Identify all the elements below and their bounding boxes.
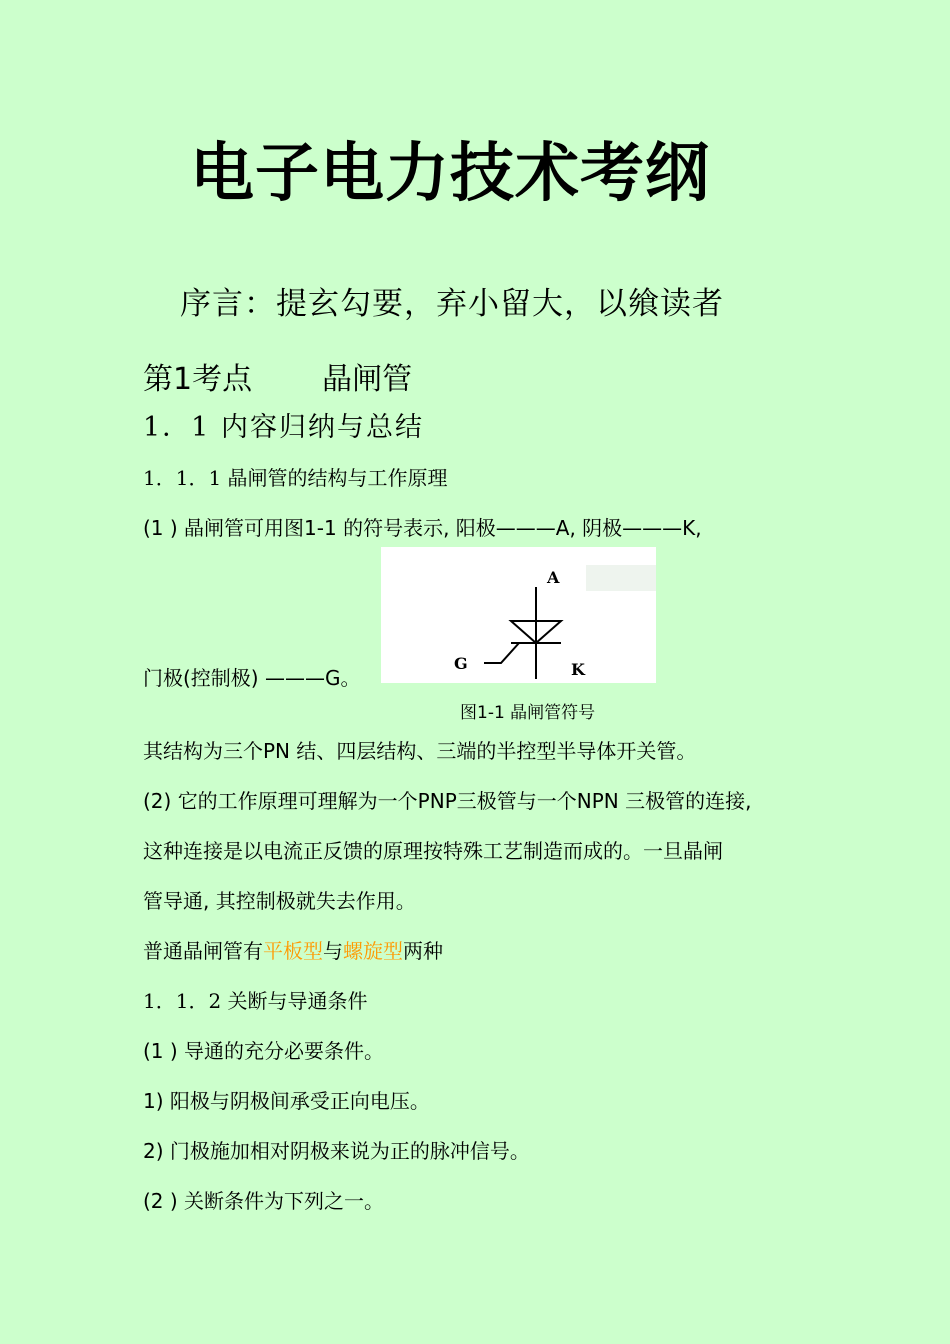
cathode-label: K [571, 660, 585, 679]
paragraph-line: (1 ) 导通的充分必要条件。 [143, 1039, 385, 1063]
paragraph-line: (1 ) 晶闸管可用图1-1 的符号表示, 阳极———A, 阴极———K, [143, 516, 702, 540]
figure-caption: 图1-1 晶闸管符号 [460, 703, 596, 723]
chapter-topic: 晶闸管 [322, 362, 413, 397]
text-span: 普通晶闸管有 [143, 939, 263, 963]
paragraph-line: 这种连接是以电流正反馈的原理按特殊工艺制造而成的。一旦晶闸 [143, 839, 723, 863]
preface: 序言：提玄勾要，弃小留大，以飨读者 [180, 286, 724, 322]
section-heading: 1．1 内容归纳与总结 [143, 412, 424, 443]
paragraph-line: 1) 阳极与阴极间承受正向电压。 [143, 1089, 430, 1113]
thyristor-symbol-icon [381, 547, 656, 683]
paragraph-line: 2) 门极施加相对阴极来说为正的脉冲信号。 [143, 1139, 530, 1163]
chapter-label: 第1考点 [143, 362, 253, 397]
paragraph-line: (2 ) 关断条件为下列之一。 [143, 1189, 385, 1213]
highlight-screw-type: 螺旋型 [343, 939, 403, 963]
chapter-heading [143, 354, 412, 398]
thyristor-symbol-figure [381, 547, 656, 683]
paragraph-line: 门极(控制极) ———G。 [143, 666, 361, 690]
anode-label: A [547, 568, 560, 587]
paragraph-line: 其结构为三个PN 结、四层结构、三端的半控型半导体开关管。 [143, 739, 697, 763]
paragraph-line [143, 935, 443, 964]
subsection-heading: 1．1．1 晶闸管的结构与工作原理 [143, 466, 448, 490]
subsection-heading: 1．1．2 关断与导通条件 [143, 989, 368, 1013]
text-span: 与 [323, 939, 343, 963]
document-title: 电子电力技术考纲 [190, 137, 710, 211]
paragraph-line: 管导通, 其控制极就失去作用。 [143, 889, 416, 913]
highlight-flat-type: 平板型 [263, 939, 323, 963]
text-span: 两种 [403, 939, 443, 963]
gate-label: G [454, 654, 468, 673]
paragraph-line: (2) 它的工作原理可理解为一个PNP三极管与一个NPN 三极管的连接, [143, 789, 752, 813]
